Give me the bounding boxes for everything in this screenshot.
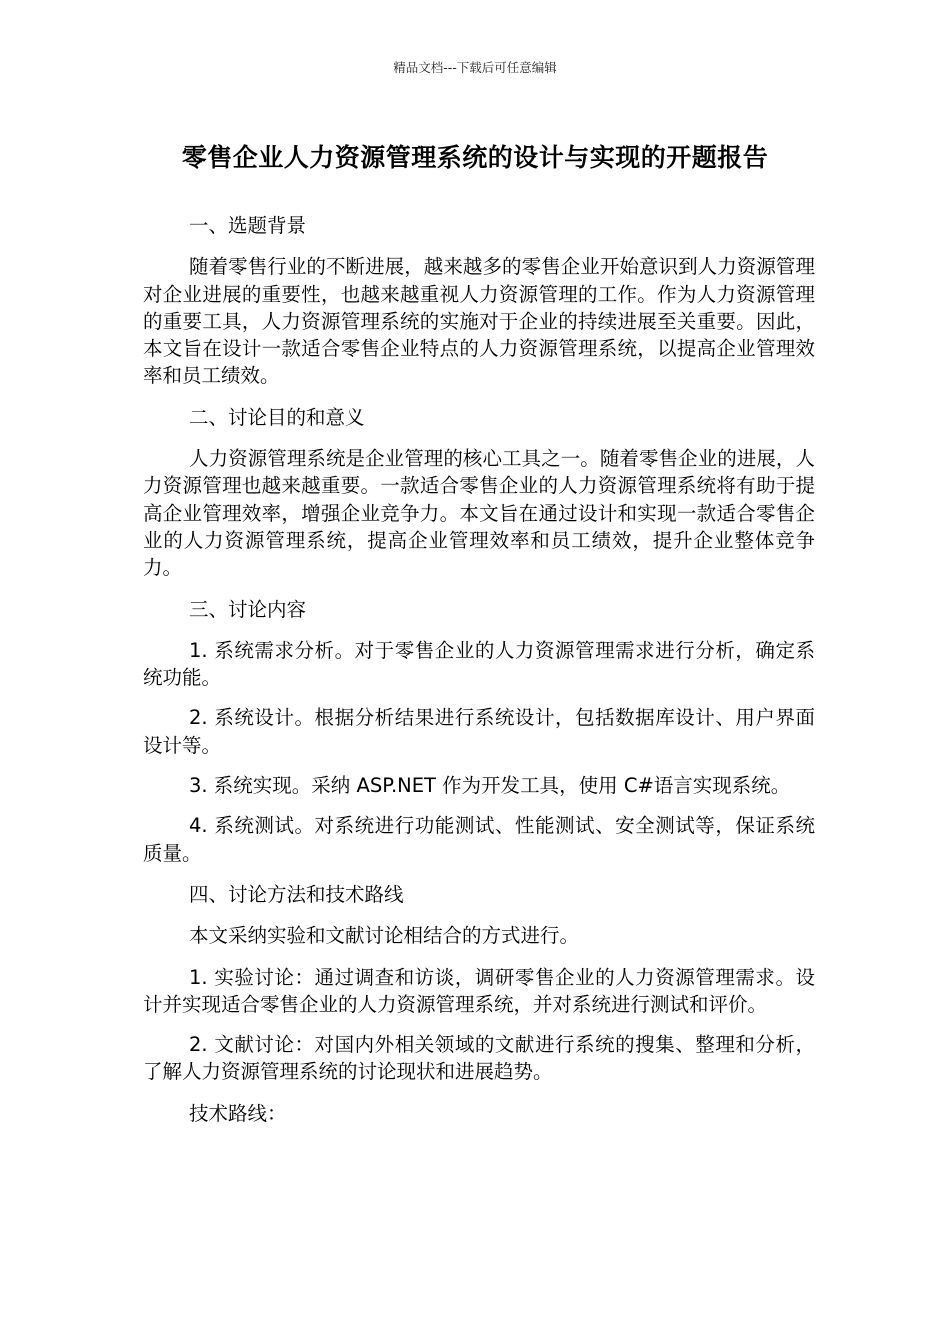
list-item-implementation: 3. 系统实现。采纳 ASP.NET 作为开发工具，使用 C#语言实现系统。 bbox=[189, 774, 791, 798]
section-heading-background: 一、选题背景 bbox=[189, 214, 307, 237]
section-heading-purpose: 二、讨论目的和意义 bbox=[189, 405, 365, 429]
list-item-design: 2. 系统设计。根据分析结果进行系统设计，包括数据库设计、用户界面设计等。 bbox=[143, 706, 815, 757]
section-heading-method: 四、讨论方法和技术路线 bbox=[189, 882, 404, 906]
paragraph-background: 随着零售行业的不断进展，越来越多的零售企业开始意识到人力资源管理对企业进展的重要性，也越来越重视人力资源管理的工作。作为人力资源管理的重要工具，人力资源管理系统的实施对于企业的持续进展至关重要。因此，本文旨在设计一款适合零售企业特点的人力资源管理系统，以提高企业管理效率和员工绩效。 bbox=[143, 255, 815, 388]
paragraph-tech-route: 技术路线： bbox=[189, 1101, 287, 1125]
section-heading-content: 三、讨论内容 bbox=[189, 597, 307, 621]
document-title: 零售企业人力资源管理系统的设计与实现的开题报告 bbox=[181, 143, 769, 172]
paragraph-purpose: 人力资源管理系统是企业管理的核心工具之一。随着零售企业的进展，人力资源管理也越来越重要。一款适合零售企业的人力资源管理系统将有助于提高企业管理效率，增强企业竞争力。本文旨在通过设计和实现一款适合零售企业的人力资源管理系统，提高企业管理效率和员工绩效，提升企业整体竞争力。 bbox=[143, 447, 815, 580]
paragraph-method-intro: 本文采纳实验和文献讨论相结合的方式进行。 bbox=[189, 924, 580, 948]
list-item-requirements: 1. 系统需求分析。对于零售企业的人力资源管理需求进行分析，确定系统功能。 bbox=[143, 638, 815, 690]
list-item-literature: 2. 文献讨论：对国内外相关领域的文献进行系统的搜集、整理和分析，了解人力资源管理系统的讨论现状和进展趋势。 bbox=[143, 1033, 815, 1084]
document-body bbox=[143, 212, 815, 1127]
list-item-testing: 4. 系统测试。对系统进行功能测试、性能测试、安全测试等，保证系统质量。 bbox=[143, 814, 815, 865]
list-item-experiment: 1. 实验讨论：通过调查和访谈，调研零售企业的人力资源管理需求。设计并实现适合零售企业的人力资源管理系统，并对系统进行测试和评价。 bbox=[143, 965, 815, 1016]
header-note: 精品文档---下载后可任意编辑 bbox=[393, 60, 557, 75]
